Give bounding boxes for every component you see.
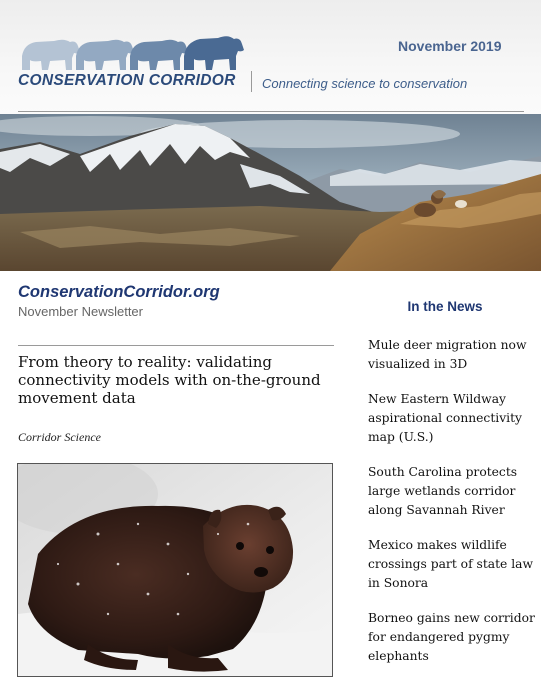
bear-logo-icon	[20, 32, 244, 72]
bear-4	[184, 36, 244, 70]
issue-date: November 2019	[398, 38, 502, 54]
header-divider	[18, 111, 524, 112]
news-item-borneo[interactable]: Borneo gains new corridor for endangered pygmy elephants	[368, 611, 535, 663]
hero-mountain-image	[0, 114, 541, 271]
newsletter-subtitle: November Newsletter	[18, 304, 143, 319]
brand-divider	[251, 71, 252, 92]
news-item-mexico-sonora[interactable]: Mexico makes wildlife crossings part of state law in Sonora	[368, 538, 534, 590]
bear-1	[22, 40, 80, 70]
newsletter-header	[0, 0, 541, 114]
tagline: Connecting science to conservation	[262, 76, 468, 91]
news-item-eastern-wildway[interactable]: New Eastern Wildway aspirational connectivity map (U.S.)	[368, 392, 522, 444]
article-category: Corridor Science	[18, 430, 101, 444]
brand-name: CONSERVATION CORRIDOR	[18, 72, 236, 89]
bear-2	[76, 40, 134, 70]
article-title-link[interactable]: From theory to reality: validating connectivity models with on-the-ground movement data	[18, 353, 321, 407]
news-item-mule-deer[interactable]: Mule deer migration now visualized in 3D	[368, 338, 527, 371]
bear-3	[130, 40, 188, 70]
in-the-news-heading: In the News	[407, 299, 483, 314]
news-list	[368, 336, 538, 682]
news-item-south-carolina[interactable]: South Carolina protects large wetlands corridor along Savannah River	[368, 465, 518, 517]
site-title-link[interactable]: ConservationCorridor.org	[18, 283, 220, 301]
section-divider	[18, 345, 334, 346]
fisher-photo[interactable]	[17, 463, 333, 677]
